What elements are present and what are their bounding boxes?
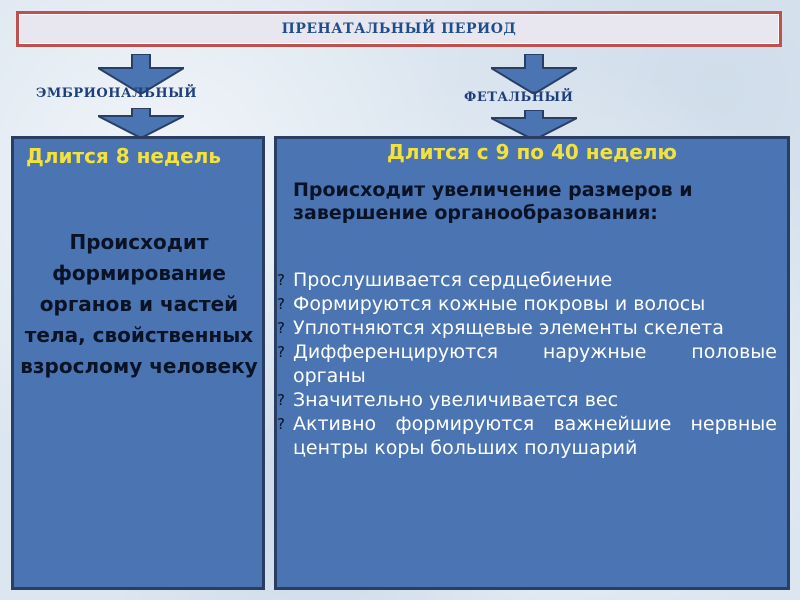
checkbox-mark-icon: ? <box>277 319 285 337</box>
fetal-list <box>277 268 777 460</box>
checkbox-mark-icon: ? <box>277 271 285 289</box>
list-item: ? Значительно увеличивается вес <box>277 389 619 411</box>
fetal-duration: Длится с 9 по 40 неделю <box>387 140 677 164</box>
list-item: ? Дифференцируются наружные половые органы <box>277 341 777 387</box>
embryonic-panel <box>11 136 265 590</box>
fetal-panel <box>274 136 790 590</box>
embryonic-duration: Длится 8 недель <box>26 144 221 168</box>
embryonic-label: ЭМБРИОНАЛЬНЫЙ <box>36 86 198 101</box>
fetal-label: ФЕТАЛЬНЫЙ <box>464 90 574 105</box>
list-item: ? Уплотняются хрящевые элементы скелета <box>277 317 724 339</box>
checkbox-mark-icon: ? <box>277 343 285 361</box>
embryonic-description: Происходит формирование органов и частей тела, свойственных взрослому человеку <box>20 230 258 378</box>
checkbox-mark-icon: ? <box>277 415 285 433</box>
page-title-text: ПРЕНАТАЛЬНЫЙ ПЕРИОД <box>281 21 517 37</box>
page-title <box>16 11 782 47</box>
arrow-down-icon <box>98 108 184 138</box>
fetal-intro: Происходит увеличение размеров и завершение органообразования: <box>293 179 693 224</box>
checkbox-mark-icon: ? <box>277 295 285 313</box>
list-item: ? Формируются кожные покровы и волосы <box>277 293 706 315</box>
arrow-down-icon <box>491 54 577 94</box>
list-item: ? Прослушивается сердцебиение <box>277 269 613 291</box>
checkbox-mark-icon: ? <box>277 391 285 409</box>
list-item: ? Активно формируются важнейшие нервные центры коры больших полушарий <box>277 413 777 459</box>
